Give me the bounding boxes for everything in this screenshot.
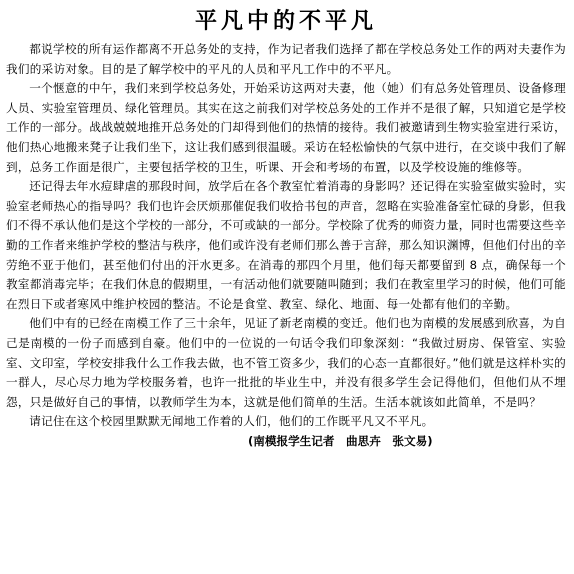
- article-paragraph: 都说学校的所有运作都离不开总务处的支持，作为记者我们选择了都在学校总务处工作的两对夫妻作为我们的采访对象。目的是了解学校中的平凡的人员和平凡工作中的不平凡。: [6, 42, 566, 76]
- article-byline: (南模报学生记者 曲思卉 张文易): [248, 433, 433, 448]
- article-paragraph: 他们中有的已经在南模工作了三十余年，见证了新老南模的变迁。他们也为南模的发展感到欣喜，为自己是南模的一份子而感到自豪。他们中的一位说的一句话令我们印象深刻：“我做过厨房、保管室、实验室、文印室，学校安排我什么工作我去做，也不管工资多少，我们的心态一直都很好。”他们就是这样朴实的一群人，尽心尽力地为学校服务着，也许一批批的毕业生中，并没有很多学生会记得他们，但他们从不埋怨，只是做好自己的事情，以教师学生为本，这就是他们简单的生活。生活本就该如此简单，不是吗？: [6, 316, 566, 409]
- article-paragraph: 还记得去年水痘肆虐的那段时间，放学后在各个教室忙着消毒的身影吗？还记得在实验室做实验时，实验室老师热心的指导吗？我们也许会厌烦那催促我们收拾书包的声音，忽略在实验准备室忙碌的身影，但我们不得不承认他们是这个学校的一部分，不可或缺的一部分。学校除了优秀的师资力量，同时也需要这些辛勤的工作者来维护学校的整洁与秩序，他们或许没有老师们那么善于言辞，那么知识渊博，但他们付出的辛劳绝不亚于他们，甚至他们付出的汗水更多。在消毒的那四个月里，他们每天都要留到 8 点，确保每一个教室都消毒完毕；在我们休息的假期里，一有活动他们就要随叫随到；我们在教室里学习的时候，他们可能在烈日下或者寒风中维护校园的整洁。不论是食堂、教室、绿化、地面、每一处都有他们的辛勤。: [6, 179, 566, 311]
- article-paragraph: 一个惬意的中午，我们来到学校总务处，开始采访这两对夫妻，他（她）们有总务处管理员、设备修理人员、实验室管理员、绿化管理员。其实在这之前我们对学校总务处的工作并不是很了解，只知道它是学校工作的一部分。战战兢兢地推开总务处的门却得到他们的热情的接待。我们被邀请到生物实验室进行采访，他们热心地搬来凳子让我们坐下，这让我们感到很温暖。采访在轻松愉快的气氛中进行，在交谈中我们了解到，总务工作面是很广，主要包括学校的卫生，听课、开会和考场的布置，以及学校设施的维修等。: [6, 81, 566, 174]
- article-paragraph: 请记住在这个校园里默默无闻地工作着的人们，他们的工作既平凡又不平凡。: [29, 414, 434, 429]
- article: [6, 8, 566, 451]
- article-title: 平凡中的不平凡: [194, 8, 377, 34]
